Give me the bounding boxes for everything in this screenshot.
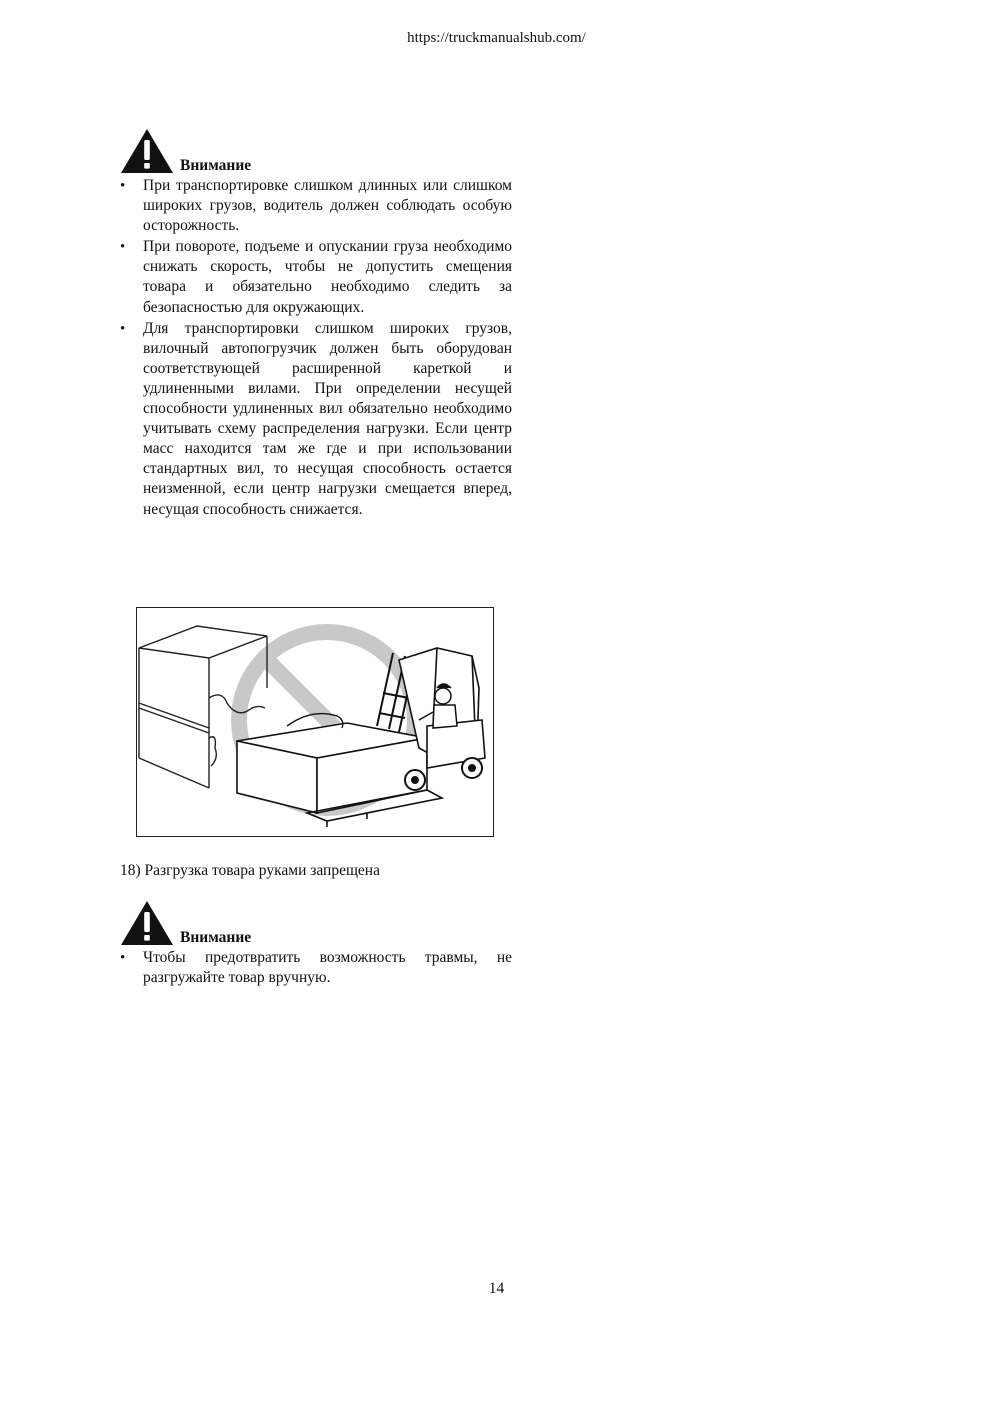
warning-bullet-list — [120, 948, 512, 988]
warning-triangle-icon — [120, 900, 174, 946]
bullet-item: • Для транспортировки слишком широких грузов, вилочный автопогрузчик должен быть оборудован соответствующей расширенной кареткой и удлиненными вилами. При определении несущей способности удлиненных вил обязательно необходимо учитывать схему распределения нагрузки. Если центр масс находится там же где и при использовании стандартных вил, то несущая способность остается неизменной, если центр нагрузки смещается вперед, несущая способность снижается. — [120, 319, 512, 520]
header-url: https://truckmanualshub.com/ — [407, 30, 586, 46]
warning-title: Внимание — [180, 929, 252, 946]
warning-title: Внимание — [180, 157, 252, 174]
forklift-illustration — [136, 607, 494, 837]
warning-header — [120, 900, 512, 948]
warning-block-2 — [120, 900, 512, 989]
warning-triangle-icon — [120, 128, 174, 174]
bullet-item: • При транспортировке слишком длинных или слишком широких грузов, водитель должен соблюдать особую осторожность. — [120, 176, 512, 236]
section-caption: 18) Разгрузка товара руками запрещена — [120, 862, 380, 879]
bullet-item: • Чтобы предотвратить возможность травмы, не разгружайте товар вручную. — [120, 948, 512, 988]
warning-header — [120, 128, 512, 176]
page-number: 14 — [488, 1280, 505, 1297]
forklift-prohibited-illustration — [137, 608, 492, 835]
warning-block-1 — [120, 128, 512, 521]
warning-bullet-list — [120, 176, 512, 520]
bullet-item: • При повороте, подъеме и опускании груза необходимо снижать скорость, чтобы не допустить смещения товара и обязательно необходимо следить за безопасностью для окружающих. — [120, 237, 512, 317]
